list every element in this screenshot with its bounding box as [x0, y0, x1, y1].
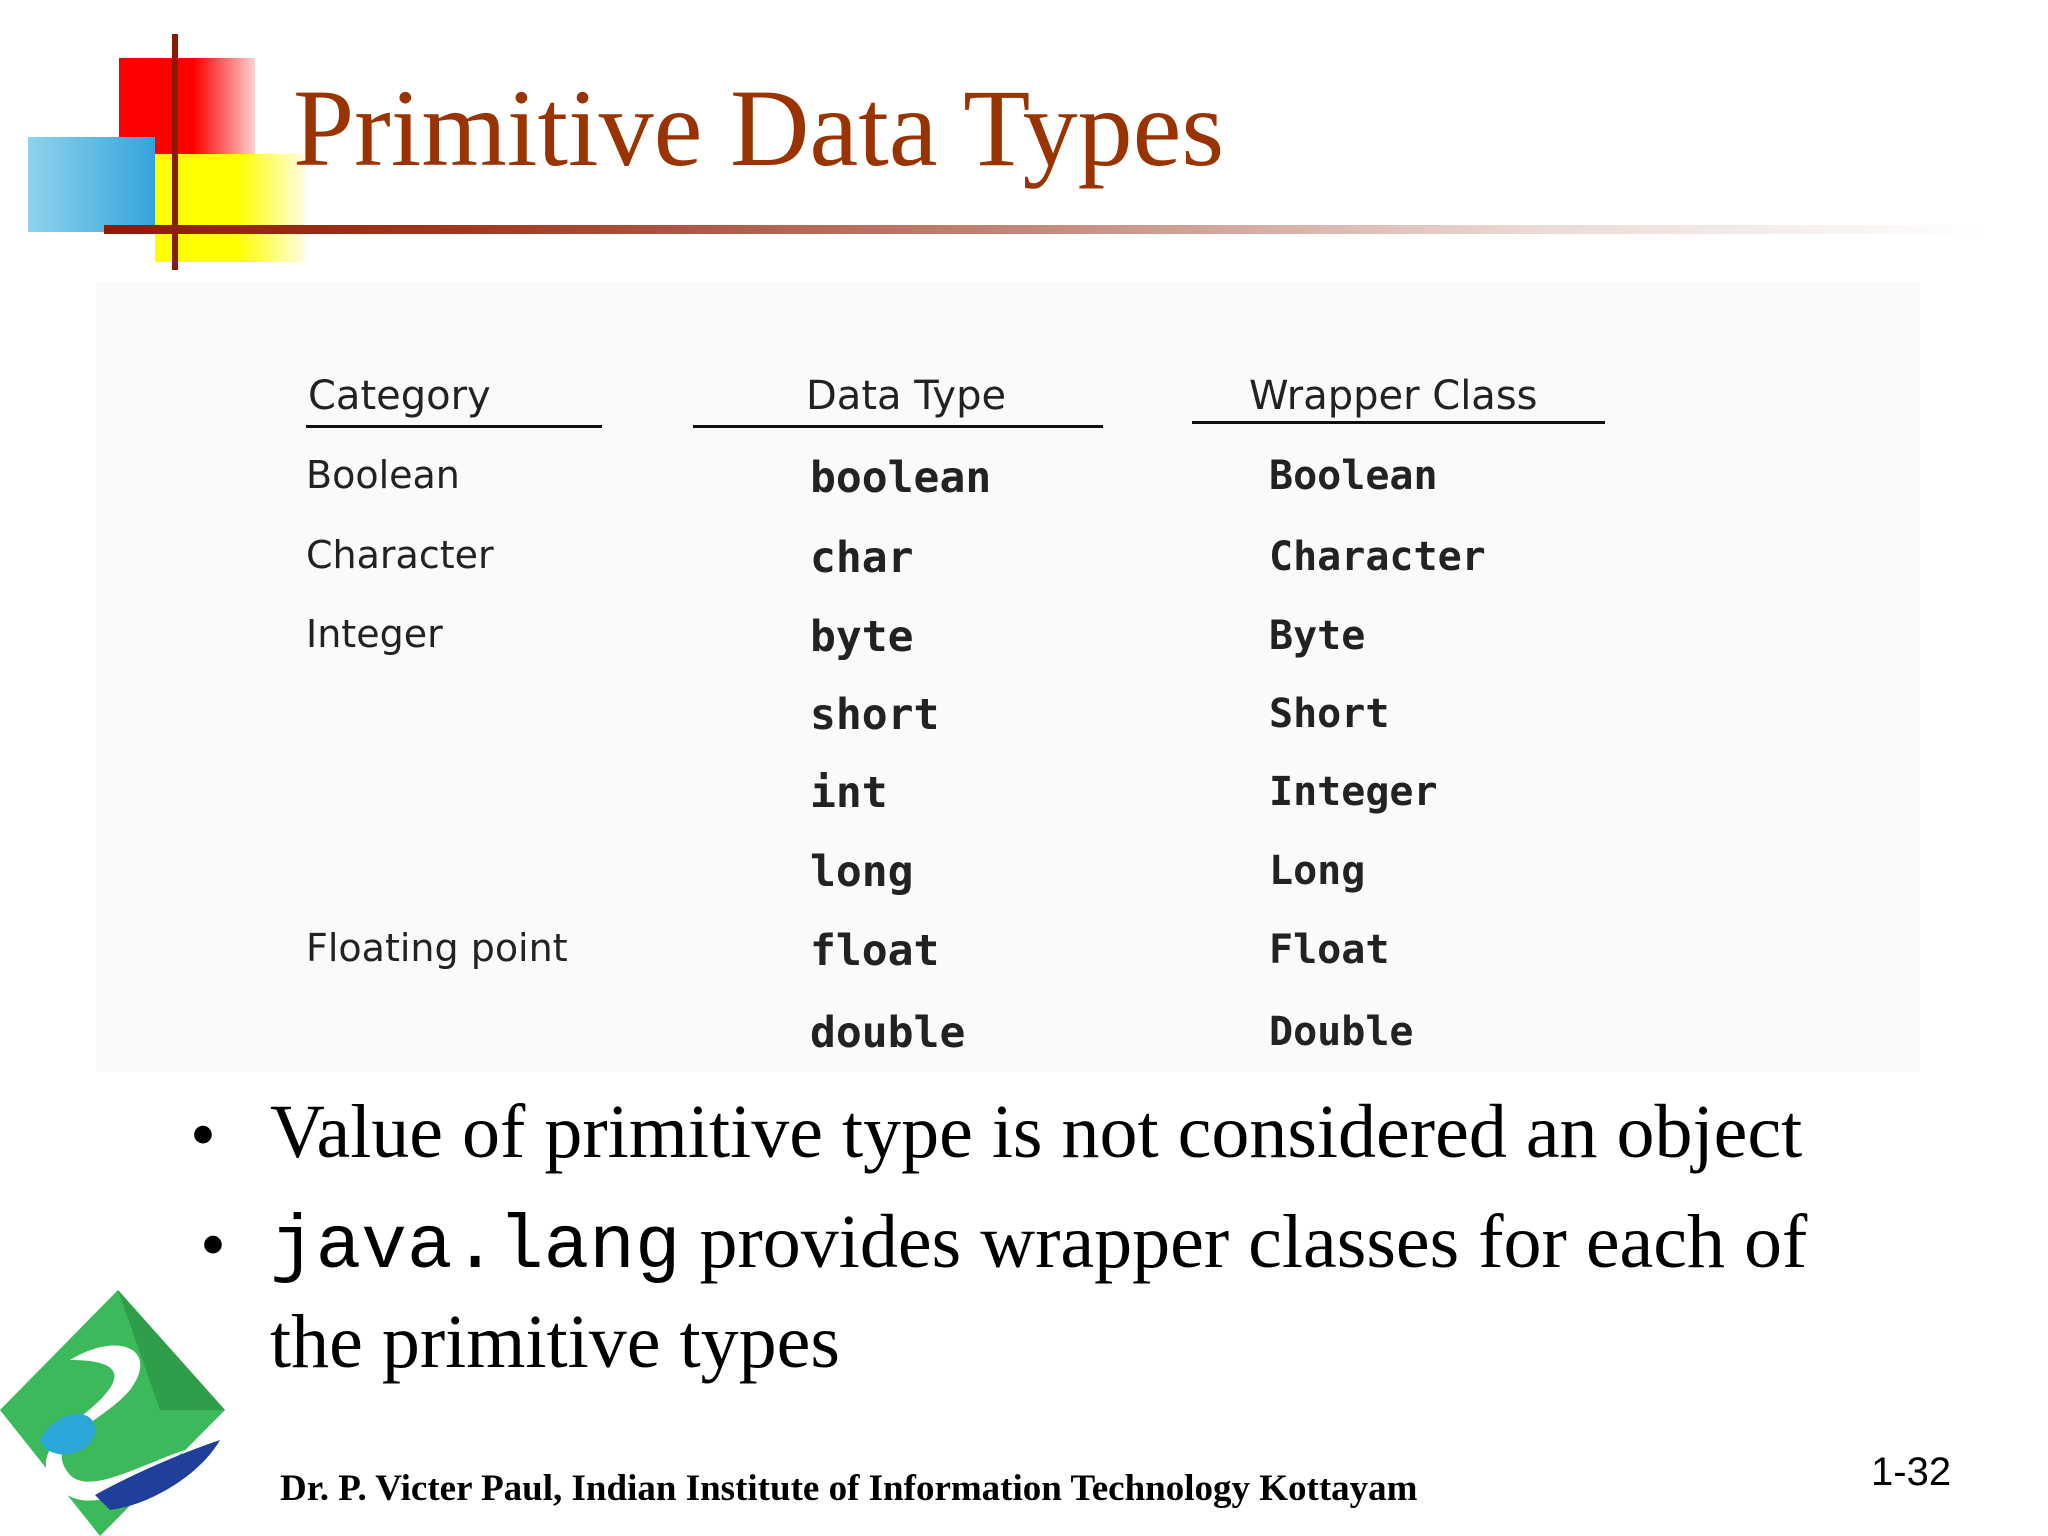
title-underline-rule: [104, 225, 1984, 234]
table-cell-wrapper-class: Float: [1269, 927, 1390, 973]
bullet-marker: •: [200, 1204, 226, 1286]
table-cell-category: Boolean: [306, 453, 460, 497]
table-cell-data-type: byte: [810, 612, 914, 662]
table-cell-data-type: float: [810, 926, 940, 976]
table-cell-wrapper-class: Long: [1269, 848, 1366, 894]
table-cell-wrapper-class: Double: [1269, 1009, 1414, 1055]
header-category: Category: [308, 373, 491, 419]
table-cell-wrapper-class: Short: [1269, 691, 1390, 737]
slide-title: Primitive Data Types: [293, 67, 1225, 189]
header-wrapper-class-rule: [1192, 421, 1605, 424]
table-cell-category: Character: [306, 533, 494, 577]
iiit-kottayam-logo-icon: [0, 1290, 230, 1536]
table-cell-data-type: short: [810, 690, 940, 740]
header-data-type: Data Type: [806, 373, 1007, 419]
bullet-marker: •: [190, 1094, 216, 1176]
table-cell-data-type: char: [810, 533, 914, 583]
table-cell-wrapper-class: Character: [1269, 534, 1486, 580]
decor-blue-square: [28, 137, 155, 232]
decor-vertical-rule: [172, 34, 178, 270]
bullet-text-1: Value of primitive type is not considered an object: [270, 1090, 1803, 1174]
bullet-text-2-continued: the primitive types: [270, 1300, 840, 1384]
table-cell-wrapper-class: Byte: [1269, 613, 1366, 659]
header-category-rule: [306, 425, 602, 428]
table-cell-category: Integer: [306, 612, 443, 656]
table-cell-data-type: long: [810, 847, 914, 897]
header-wrapper-class: Wrapper Class: [1249, 373, 1538, 419]
slide-number: 1-32: [1871, 1450, 1952, 1494]
header-data-type-rule: [693, 425, 1103, 428]
code-java-lang: java.lang: [270, 1204, 681, 1290]
table-cell-data-type: int: [810, 768, 888, 818]
table-cell-category: Floating point: [306, 926, 568, 970]
table-cell-wrapper-class: Boolean: [1269, 453, 1438, 499]
bullet-text-2-rest: provides wrapper classes for each of: [699, 1200, 1808, 1284]
bullet-text-2: [270, 1200, 1808, 1290]
table-cell-data-type: double: [810, 1008, 966, 1058]
table-cell-data-type: boolean: [810, 453, 992, 503]
table-cell-wrapper-class: Integer: [1269, 769, 1438, 815]
footer-credit: Dr. P. Victer Paul, Indian Institute of Information Technology Kottayam: [280, 1468, 1418, 1509]
